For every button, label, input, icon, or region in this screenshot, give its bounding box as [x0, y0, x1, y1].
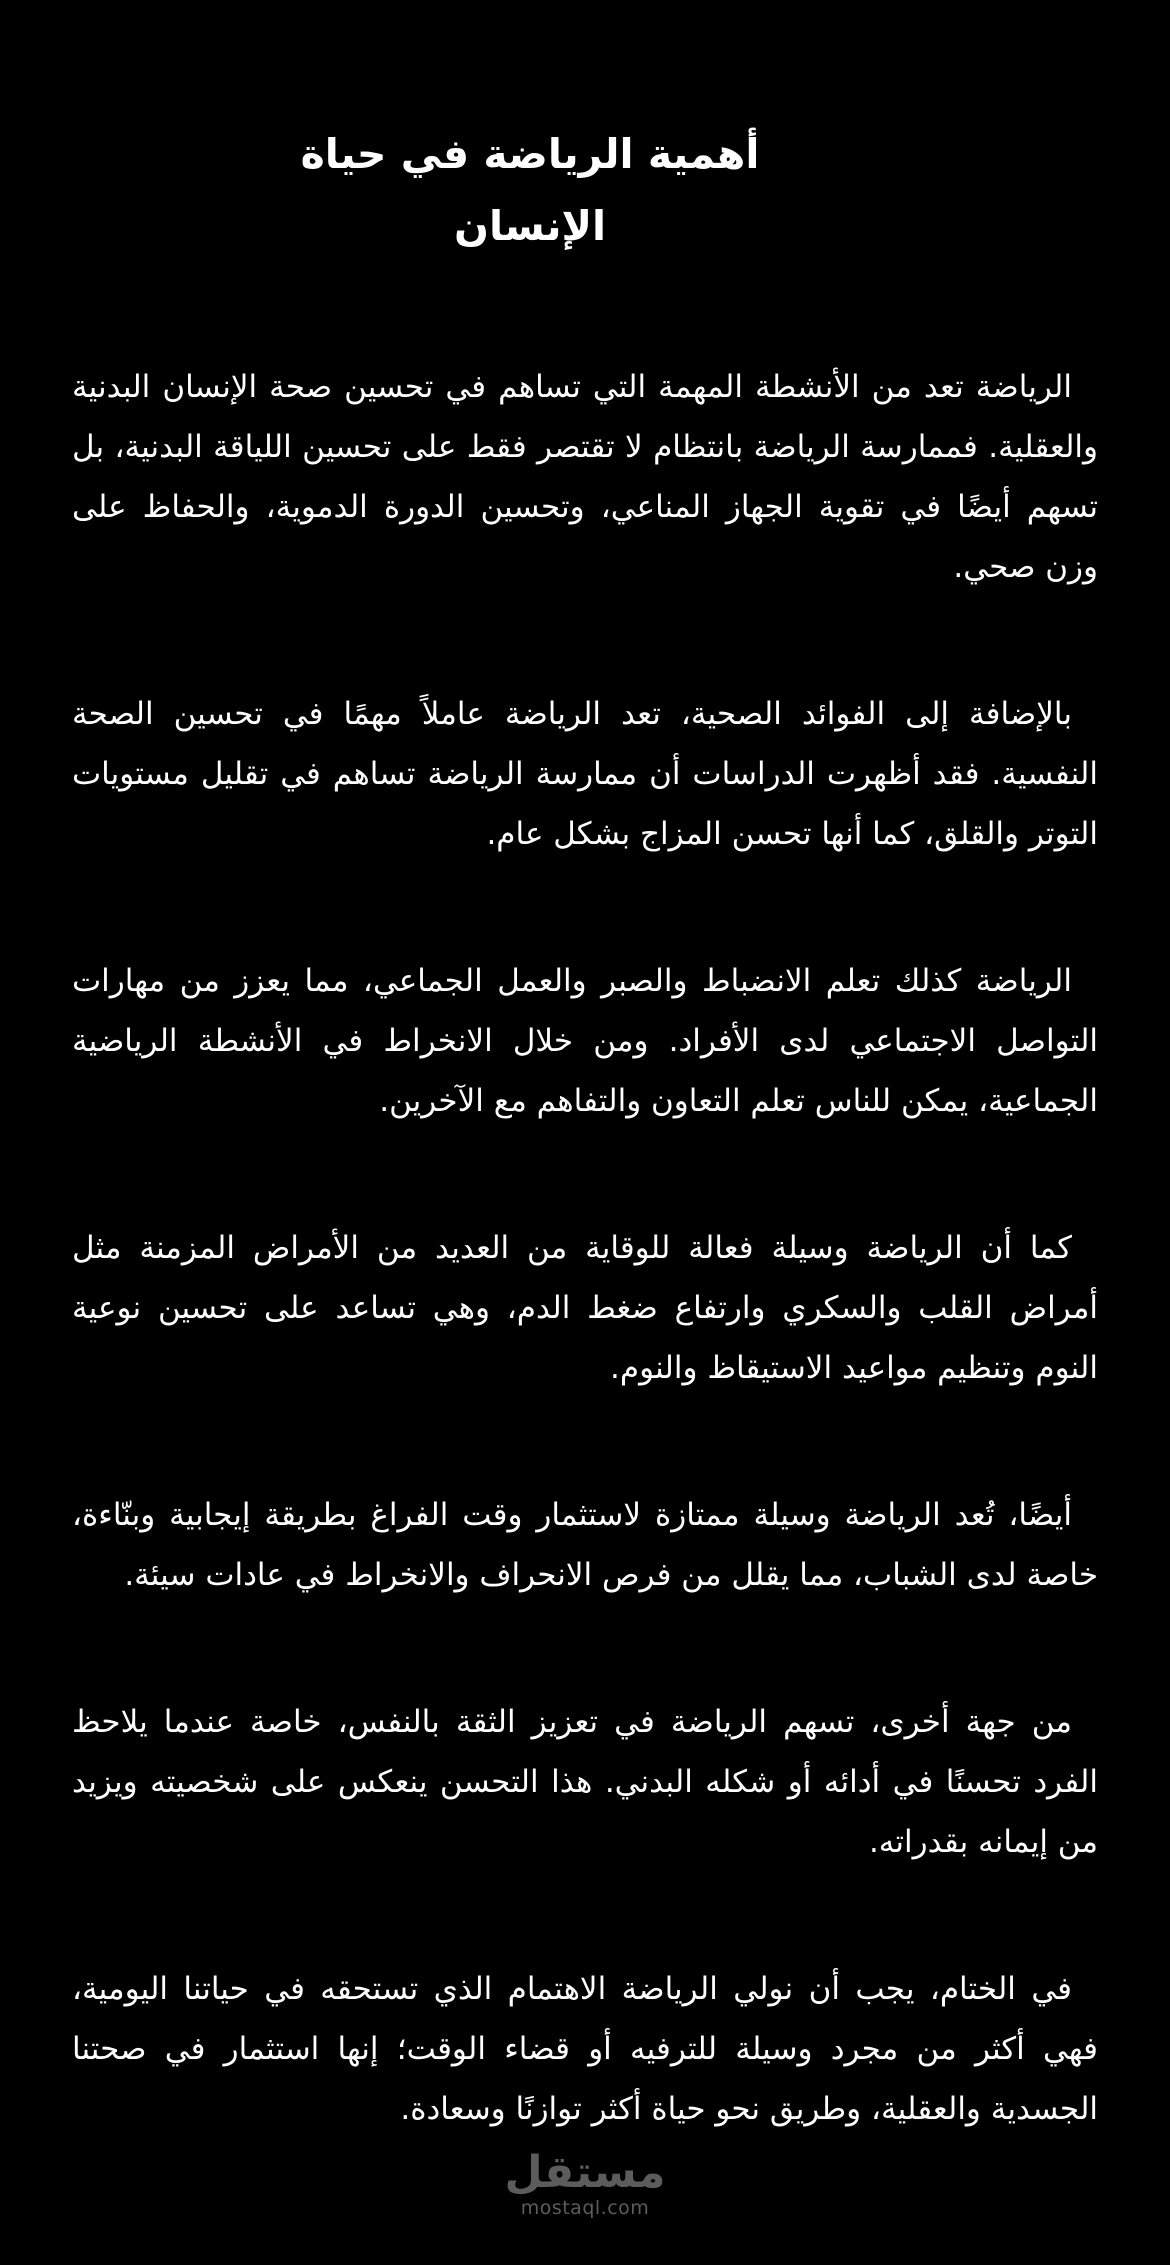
mostaql-watermark-logo	[485, 2147, 685, 2220]
paragraph-disease-prevention: كما أن الرياضة وسيلة فعالة للوقاية من العديد من الأمراض المزمنة مثل أمراض القلب والسكري وارتفاع ضغط الدم، وهي تساعد على تحسين نوعية النوم وتنظيم مواعيد الاستيقاظ والنوم.	[72, 1230, 1098, 1386]
paragraph-conclusion: في الختام، يجب أن نولي الرياضة الاهتمام الذي تستحقه في حياتنا اليومية، فهي أكثر من مجرد وسيلة للترفيه أو قضاء الوقت؛ إنها استثمار في صحتنا الجسدية والعقلية، وطريق نحو حياة أكثر توازنًا وسعادة.	[72, 1971, 1098, 2127]
paragraph-self-confidence: من جهة أخرى، تسهم الرياضة في تعزيز الثقة بالنفس، خاصة عندما يلاحظ الفرد تحسنًا في أدائه أو شكله البدني. هذا التحسن ينعكس على شخصيته ويزيد من إيمانه بقدراته.	[72, 1704, 1098, 1860]
paragraph-teamwork: الرياضة كذلك تعلم الانضباط والصبر والعمل الجماعي، مما يعزز من مهارات التواصل الاجتماعي لدى الأفراد. ومن خلال الانخراط في الأنشطة الرياضية الجماعية، يمكن للناس تعلم التعاون والتفاهم مع الآخرين.	[72, 963, 1098, 1119]
article-title: أهمية الرياضة في حياة الإنسان	[300, 130, 760, 250]
article-body	[72, 357, 1098, 2226]
watermark-url: mostaql.com	[520, 2197, 650, 2219]
watermark-name: مستقل	[504, 2147, 666, 2198]
paragraph-free-time: أيضًا، تُعد الرياضة وسيلة ممتازة لاستثمار وقت الفراغ بطريقة إيجابية وبنّاءة، خاصة لدى الشباب، مما يقلل من فرص الانحراف والانخراط في عادات سيئة.	[72, 1497, 1098, 1593]
paragraph-mental-health: بالإضافة إلى الفوائد الصحية، تعد الرياضة عاملاً مهمًا في تحسين الصحة النفسية. فقد أظهرت الدراسات أن ممارسة الرياضة تساهم في تقليل مستويات التوتر والقلق، كما أنها تحسن المزاج بشكل عام.	[72, 696, 1098, 852]
paragraph-intro: الرياضة تعد من الأنشطة المهمة التي تساهم في تحسين صحة الإنسان البدنية والعقلية. فممارسة الرياضة بانتظام لا تقتصر فقط على تحسين اللياقة البدنية، بل تسهم أيضًا في تقوية الجهاز المناعي، وتحسين الدورة الدموية، والحفاظ على وزن صحي.	[72, 369, 1098, 585]
